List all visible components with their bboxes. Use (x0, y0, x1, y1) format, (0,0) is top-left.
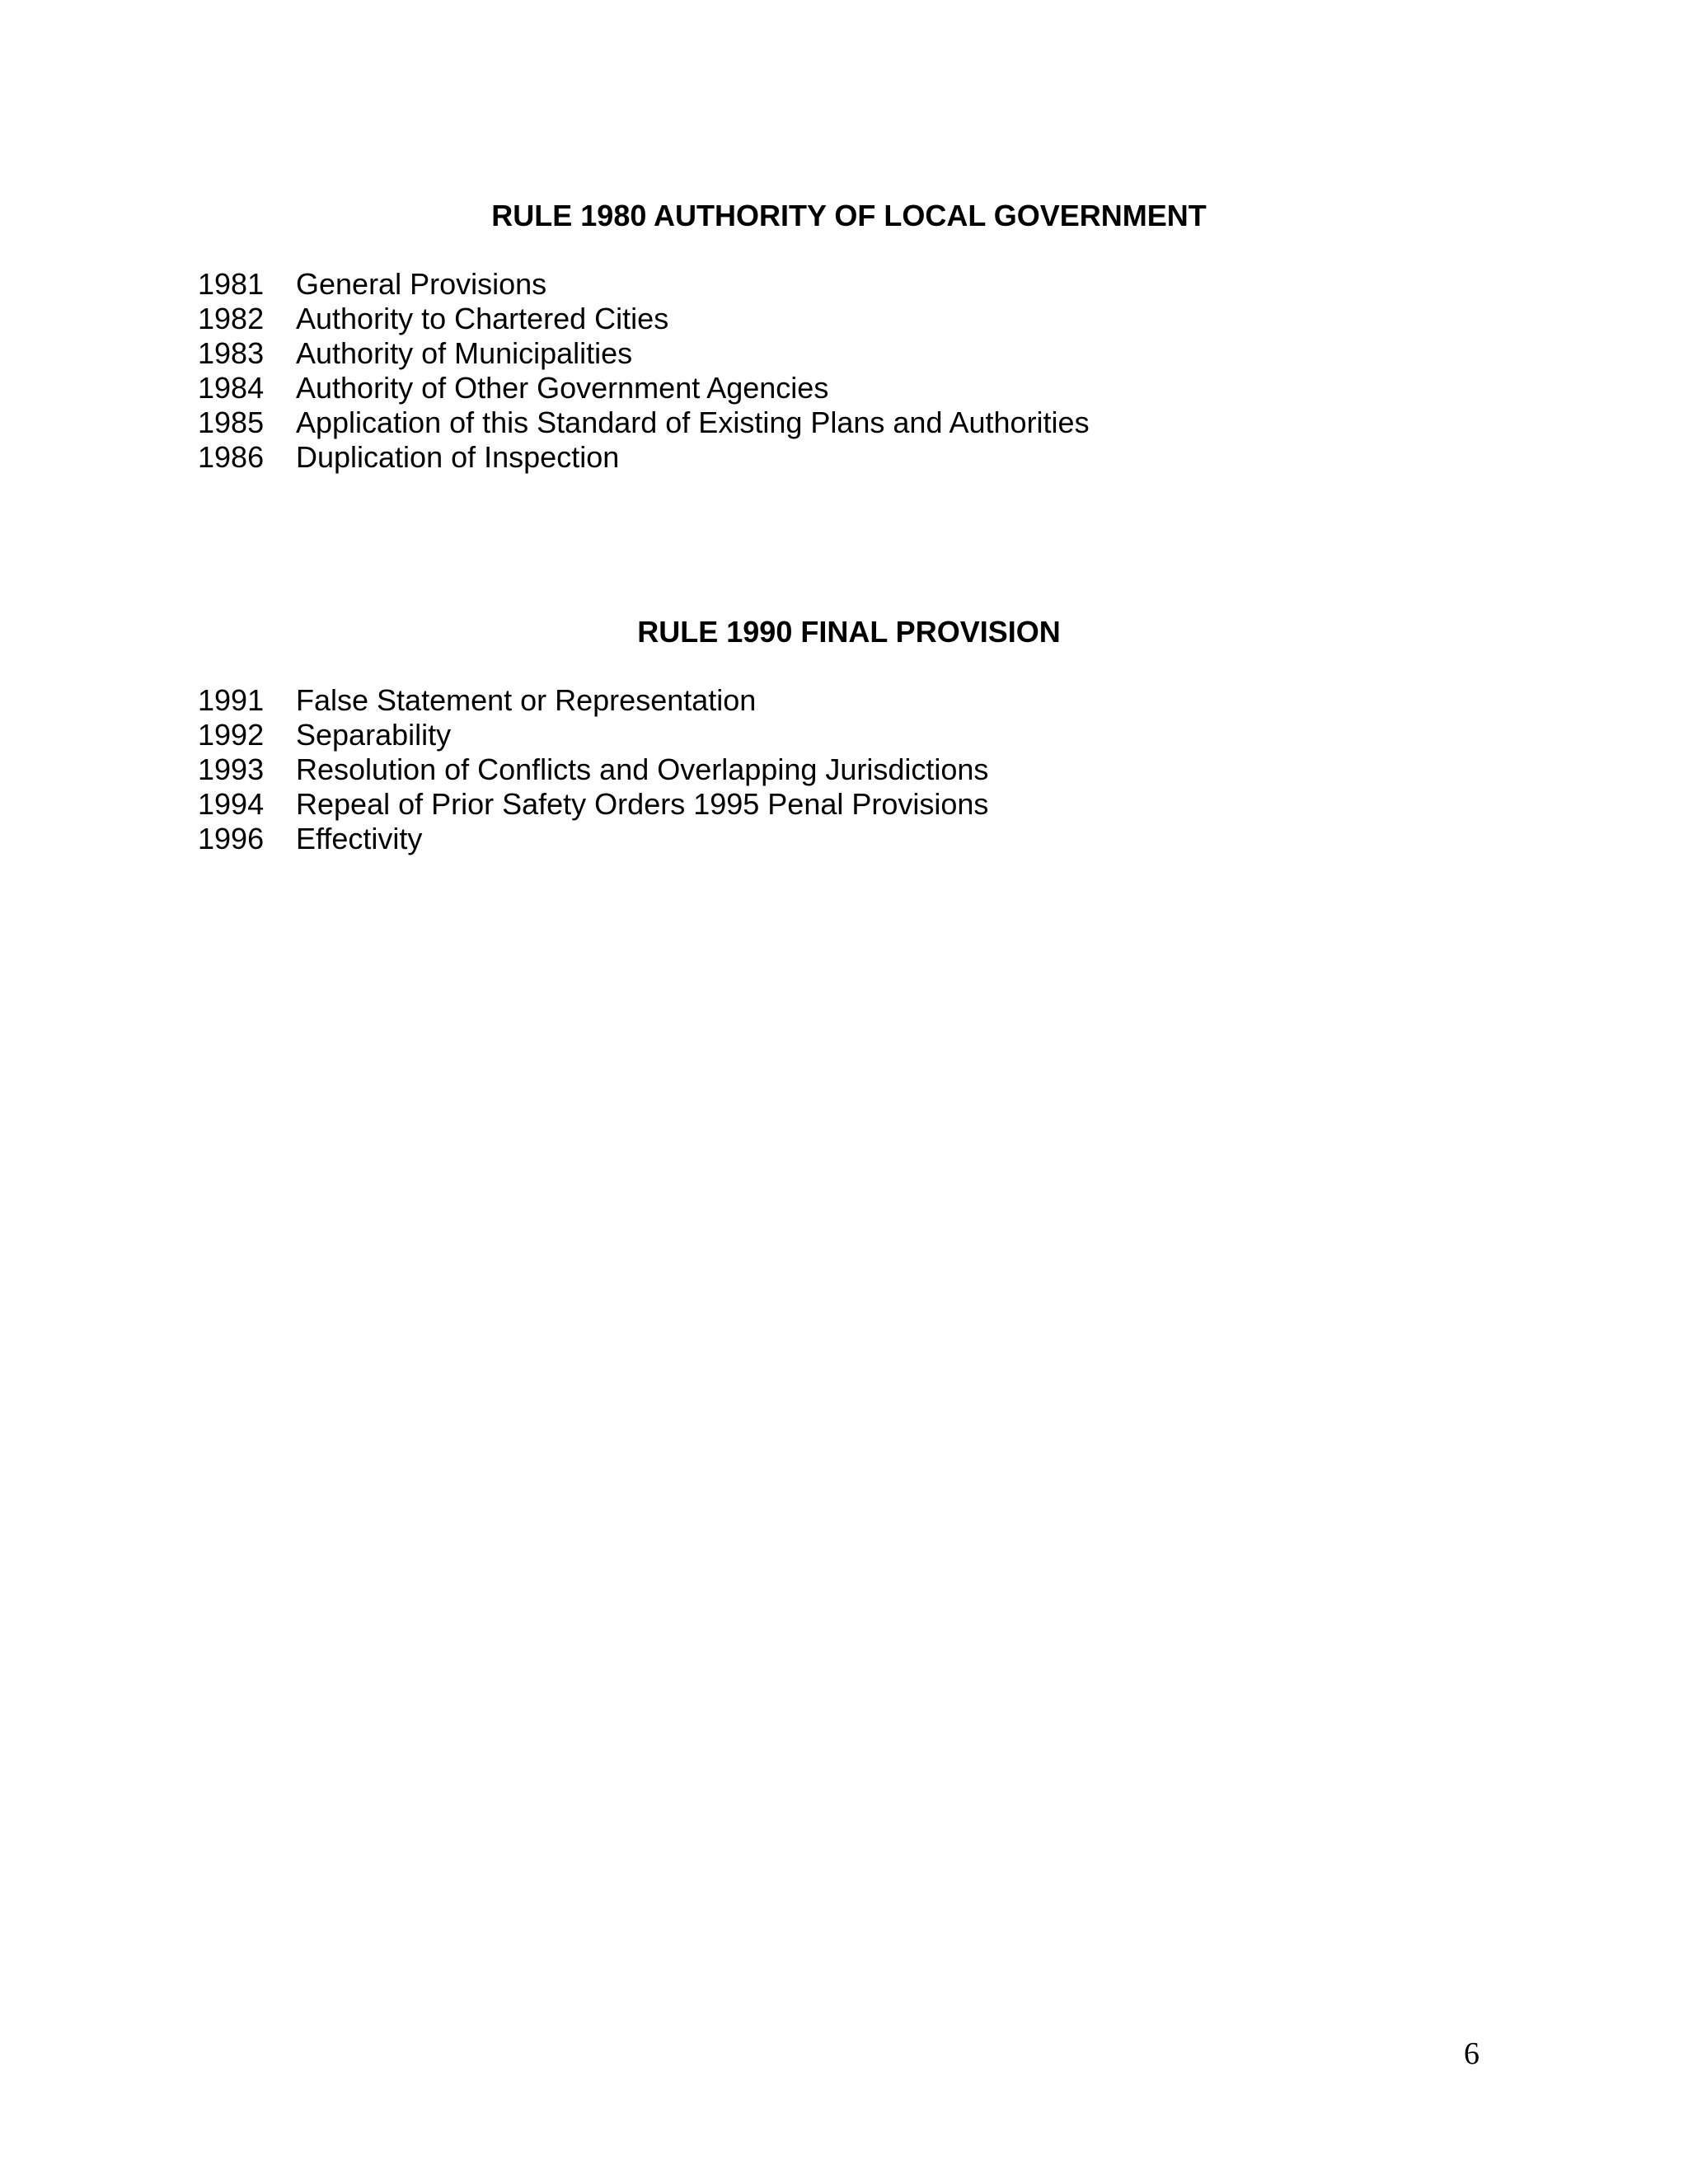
toc-item (198, 822, 988, 856)
toc-item-number: 1981 (198, 267, 265, 301)
toc-item-label: Effectivity (296, 822, 423, 855)
toc-item (198, 302, 1090, 336)
toc-item-number: 1986 (198, 440, 265, 474)
toc-list (198, 683, 988, 856)
section-rule-1990 (0, 614, 1688, 855)
toc-item-number: 1982 (198, 302, 265, 335)
page-number: 6 (1464, 2036, 1479, 2071)
toc-item-label: Authority of Other Government Agencies (296, 371, 829, 405)
toc-item-number: 1983 (198, 336, 265, 370)
toc-item (198, 440, 1090, 475)
toc-item-label: Authority to Chartered Cities (296, 302, 669, 335)
toc-item-label: Repeal of Prior Safety Orders 1995 Penal Provisions (296, 787, 989, 821)
section-title: RULE 1990 FINAL PROVISION (637, 615, 1061, 649)
toc-item-number: 1985 (198, 405, 265, 439)
section-title: RULE 1980 AUTHORITY OF LOCAL GOVERNMENT (491, 199, 1207, 232)
toc-item-number: 1991 (198, 683, 265, 717)
toc-item (198, 683, 988, 718)
toc-item-number: 1993 (198, 752, 265, 786)
toc-item-number: 1992 (198, 718, 265, 752)
toc-item-label: General Provisions (296, 267, 547, 301)
toc-item-label: Separability (296, 718, 452, 752)
toc-item-label: Resolution of Conflicts and Overlapping Jurisdictions (296, 752, 989, 786)
toc-list (198, 267, 1090, 475)
section-rule-1980 (0, 198, 1688, 474)
toc-item-label: Duplication of Inspection (296, 440, 620, 474)
toc-item-number: 1996 (198, 822, 265, 855)
toc-item (198, 718, 988, 752)
toc-item (198, 787, 988, 822)
toc-item-number: 1994 (198, 787, 265, 821)
toc-item (198, 336, 1090, 371)
toc-item-label: Application of this Standard of Existing Plans and Authorities (296, 405, 1090, 439)
toc-item-number: 1984 (198, 371, 265, 405)
toc-item (198, 405, 1090, 440)
toc-item-label: False Statement or Representation (296, 683, 757, 717)
toc-item (198, 267, 1090, 302)
toc-item-label: Authority of Municipalities (296, 336, 633, 370)
toc-item (198, 752, 988, 787)
toc-item (198, 371, 1090, 405)
